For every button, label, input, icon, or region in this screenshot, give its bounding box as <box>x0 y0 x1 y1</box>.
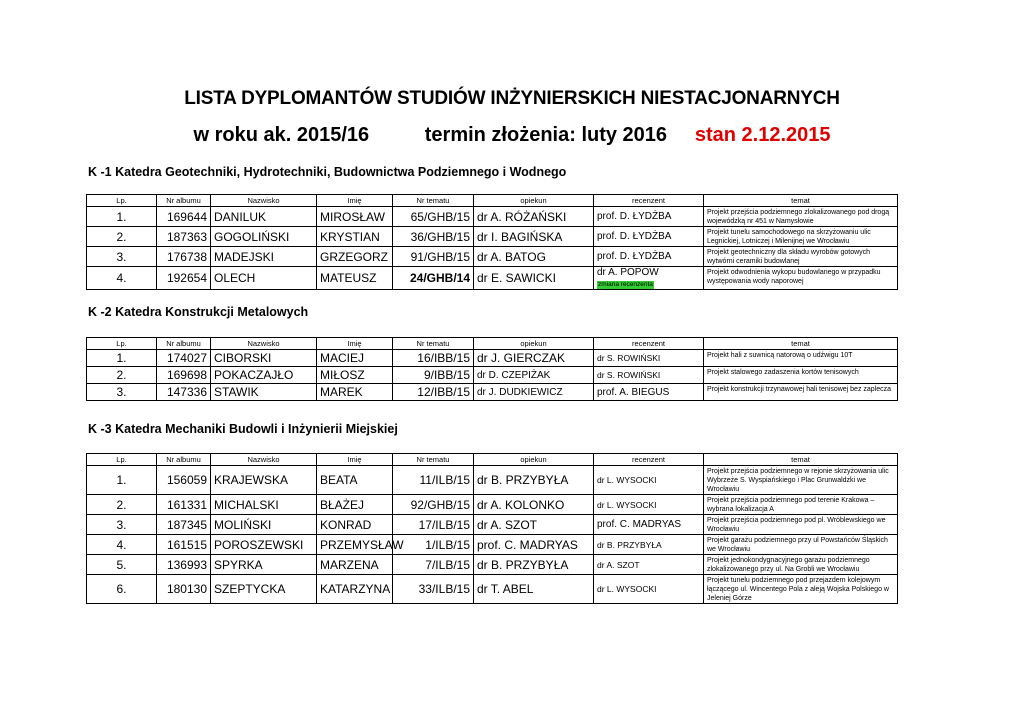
row-lp: 4. <box>87 535 157 555</box>
row-topic-number: 36/GHB/15 <box>393 227 474 247</box>
row-supervisor: dr B. PRZYBYŁA <box>474 555 594 575</box>
column-header: Nazwisko <box>211 195 317 207</box>
row-album-number: 187345 <box>157 515 211 535</box>
row-lp: 1. <box>87 350 157 367</box>
table-row <box>87 515 898 535</box>
row-supervisor: dr E. SAWICKI <box>474 267 594 290</box>
section-heading-k3: K -3 Katedra Mechaniki Budowli i Inżynierii Miejskiej <box>88 422 398 436</box>
table-row <box>87 466 898 495</box>
row-topic: Projekt konstrukcji trzynawowej hali tenisowej bez zaplecza <box>704 384 898 401</box>
table-header <box>87 454 898 466</box>
column-header: Nr albumu <box>157 195 211 207</box>
row-first-name: GRZEGORZ <box>317 247 393 267</box>
row-reviewer: prof. D. ŁYDŻBA <box>594 207 704 227</box>
row-supervisor: prof. C. MADRYAS <box>474 535 594 555</box>
column-header: opiekun <box>474 338 594 350</box>
row-reviewer: dr S. ROWIŃSKI <box>594 350 704 367</box>
row-surname: GOGOLIŃSKI <box>211 227 317 247</box>
column-header: temat <box>704 195 898 207</box>
row-lp: 5. <box>87 555 157 575</box>
row-topic: Projekt stalowego zadaszenia kortów tenisowych <box>704 367 898 384</box>
row-topic: Projekt tunelu samochodowego na skrzyżowaniu ulic Legnickiej, Lotniczej i Milenijnej we Wrocławiu <box>704 227 898 247</box>
table-row <box>87 227 898 247</box>
column-header: Imię <box>317 454 393 466</box>
row-surname: CIBORSKI <box>211 350 317 367</box>
row-album-number: 169698 <box>157 367 211 384</box>
row-topic: Projekt przejścia podziemnego pod terenie Krakowa – wybrana lokalizacja A <box>704 495 898 515</box>
row-reviewer: dr B. PRZYBYŁA <box>594 535 704 555</box>
table-k2 <box>86 337 898 401</box>
column-header: Lp. <box>87 454 157 466</box>
column-header: Nr albumu <box>157 338 211 350</box>
row-surname: MICHALSKI <box>211 495 317 515</box>
row-album-number: 174027 <box>157 350 211 367</box>
row-first-name: MIŁOSZ <box>317 367 393 384</box>
table-header <box>87 195 898 207</box>
row-surname: MADEJSKI <box>211 247 317 267</box>
row-reviewer: prof. C. MADRYAS <box>594 515 704 535</box>
row-surname: SPYRKA <box>211 555 317 575</box>
row-surname: POROSZEWSKI <box>211 535 317 555</box>
row-first-name: KRYSTIAN <box>317 227 393 247</box>
section-heading-k1: K -1 Katedra Geotechniki, Hydrotechniki, Budownictwa Podziemnego i Wodnego <box>88 165 567 179</box>
row-supervisor: dr A. BATOG <box>474 247 594 267</box>
table-row <box>87 555 898 575</box>
row-reviewer <box>594 267 704 290</box>
table-row <box>87 575 898 604</box>
column-header: Nr albumu <box>157 454 211 466</box>
row-topic-number: 12/IBB/15 <box>393 384 474 401</box>
column-header: Imię <box>317 195 393 207</box>
column-header: Lp. <box>87 338 157 350</box>
row-first-name: KATARZYNA <box>317 575 393 604</box>
row-album-number: 156059 <box>157 466 211 495</box>
column-header: Lp. <box>87 195 157 207</box>
table-row <box>87 384 898 401</box>
row-topic-number: 91/GHB/15 <box>393 247 474 267</box>
row-album-number: 187363 <box>157 227 211 247</box>
row-surname: MOLIŃSKI <box>211 515 317 535</box>
row-topic: Projekt garażu podziemnego przy ul Powstańców Śląskich we Wrocławiu <box>704 535 898 555</box>
table-header <box>87 338 898 350</box>
column-header: recenzent <box>594 195 704 207</box>
row-first-name: MACIEJ <box>317 350 393 367</box>
row-album-number: 176738 <box>157 247 211 267</box>
row-reviewer: dr L. WYSOCKI <box>594 575 704 604</box>
row-topic: Projekt geotechniczny dla składu wyrobów gotowych wytwórni ceramiki budowlanej <box>704 247 898 267</box>
row-reviewer: prof. D. ŁYDŻBA <box>594 247 704 267</box>
row-topic-number: 9/IBB/15 <box>393 367 474 384</box>
document-subtitle <box>0 124 1024 147</box>
column-header: opiekun <box>474 454 594 466</box>
row-surname: DANILUK <box>211 207 317 227</box>
row-first-name: MAREK <box>317 384 393 401</box>
row-supervisor: dr A. KOLONKO <box>474 495 594 515</box>
column-header: Nr tematu <box>393 195 474 207</box>
column-header: Nazwisko <box>211 338 317 350</box>
row-supervisor: dr A. RÓŻAŃSKI <box>474 207 594 227</box>
row-topic: Projekt przejścia podziemnego zlokalizowanego pod drogą wojewódzką nr 451 w Namysłowie <box>704 207 898 227</box>
row-lp: 1. <box>87 466 157 495</box>
row-supervisor: dr J. DUDKIEWICZ <box>474 384 594 401</box>
row-supervisor: dr J. GIERCZAK <box>474 350 594 367</box>
document-title: LISTA DYPLOMANTÓW STUDIÓW INŻYNIERSKICH NIESTACJONARNYCH <box>184 88 840 109</box>
row-lp: 4. <box>87 267 157 290</box>
row-lp: 2. <box>87 227 157 247</box>
column-header: recenzent <box>594 338 704 350</box>
row-topic: Projekt przejścia podziemnego w rejonie skrzyżowania ulic Wybrzeże S. Wyspiańskiego i Plac Grunwaldzki we Wrocławiu <box>704 466 898 495</box>
row-topic: Projekt jednokondygnacyjnego garażu podziemnego zlokalizowanego przy ul. Na Grobli we Wrocławiu <box>704 555 898 575</box>
row-album-number: 147336 <box>157 384 211 401</box>
row-reviewer: dr L. WYSOCKI <box>594 495 704 515</box>
table-k1 <box>86 194 898 290</box>
row-supervisor: dr B. PRZYBYŁA <box>474 466 594 495</box>
column-header: Imię <box>317 338 393 350</box>
row-first-name: KONRAD <box>317 515 393 535</box>
row-album-number: 161515 <box>157 535 211 555</box>
row-topic-number: 7/ILB/15 <box>393 555 474 575</box>
row-first-name: BŁAŻEJ <box>317 495 393 515</box>
row-lp: 3. <box>87 247 157 267</box>
row-topic-number: 17/ILB/15 <box>393 515 474 535</box>
row-topic-number: 1/ILB/15 <box>393 535 474 555</box>
row-reviewer: dr A. SZOT <box>594 555 704 575</box>
row-topic: Projekt przejścia podziemnego pod pl. Wróblewskiego we Wrocławiu <box>704 515 898 535</box>
row-reviewer: dr S. ROWIŃSKI <box>594 367 704 384</box>
row-supervisor: dr A. SZOT <box>474 515 594 535</box>
table-row <box>87 247 898 267</box>
row-album-number: 136993 <box>157 555 211 575</box>
table-row <box>87 367 898 384</box>
row-surname: KRAJEWSKA <box>211 466 317 495</box>
row-surname: POKACZAJŁO <box>211 367 317 384</box>
row-topic-number: 33/ILB/15 <box>393 575 474 604</box>
table-row <box>87 350 898 367</box>
row-topic: Projekt tunelu podziemnego pod przejazdem kolejowym łączącego ul. Wincentego Pola z aleją Wojska Polskiego w Jeleniej Górze <box>704 575 898 604</box>
row-reviewer: dr L. WYSOCKI <box>594 466 704 495</box>
section-heading-k2: K -2 Katedra Konstrukcji Metalowych <box>88 305 309 319</box>
row-first-name: MARZENA <box>317 555 393 575</box>
row-first-name: MIROSŁAW <box>317 207 393 227</box>
row-lp: 1. <box>87 207 157 227</box>
status-date: stan 2.12.2015 <box>694 124 831 146</box>
row-reviewer: prof. D. ŁYDŻBA <box>594 227 704 247</box>
row-supervisor: dr I. BAGIŃSKA <box>474 227 594 247</box>
row-topic-number: 16/IBB/15 <box>393 350 474 367</box>
row-topic: Projekt odwodnienia wykopu budowlanego w przypadku występowania wody naporowej <box>704 267 898 290</box>
column-header: Nazwisko <box>211 454 317 466</box>
column-header: recenzent <box>594 454 704 466</box>
row-album-number: 169644 <box>157 207 211 227</box>
table-row <box>87 535 898 555</box>
column-header: Nr tematu <box>393 338 474 350</box>
row-first-name: MATEUSZ <box>317 267 393 290</box>
row-lp: 2. <box>87 495 157 515</box>
table-row <box>87 267 898 290</box>
submission-deadline: termin złożenia: luty 2016 <box>424 124 668 146</box>
row-topic-number: 11/ILB/15 <box>393 466 474 495</box>
row-surname: SZEPTYCKA <box>211 575 317 604</box>
row-topic: Projekt hali z suwnicą natorową o udźwigu 10T <box>704 350 898 367</box>
table-row <box>87 495 898 515</box>
reviewer-change-note: zmiana recenzenta <box>598 281 653 288</box>
column-header: Nr tematu <box>393 454 474 466</box>
row-lp: 2. <box>87 367 157 384</box>
table-k3 <box>86 453 898 604</box>
row-surname: STAWIK <box>211 384 317 401</box>
academic-year: w roku ak. 2015/16 <box>193 124 370 146</box>
row-lp: 3. <box>87 515 157 535</box>
row-first-name: PRZEMYSŁAW <box>317 535 393 555</box>
column-header: opiekun <box>474 195 594 207</box>
table-row <box>87 207 898 227</box>
column-header: temat <box>704 338 898 350</box>
reviewer-name: dr A. POPOW <box>597 267 659 278</box>
row-lp: 6. <box>87 575 157 604</box>
column-header: temat <box>704 454 898 466</box>
row-first-name: BEATA <box>317 466 393 495</box>
row-supervisor: dr T. ABEL <box>474 575 594 604</box>
row-surname: OLECH <box>211 267 317 290</box>
row-album-number: 161331 <box>157 495 211 515</box>
row-topic-number: 24/GHB/14 <box>393 267 474 290</box>
row-album-number: 180130 <box>157 575 211 604</box>
row-reviewer: prof. A. BIEGUS <box>594 384 704 401</box>
row-lp: 3. <box>87 384 157 401</box>
row-supervisor: dr D. CZEPIŻAK <box>474 367 594 384</box>
row-album-number: 192654 <box>157 267 211 290</box>
row-topic-number: 92/GHB/15 <box>393 495 474 515</box>
row-topic-number: 65/GHB/15 <box>393 207 474 227</box>
